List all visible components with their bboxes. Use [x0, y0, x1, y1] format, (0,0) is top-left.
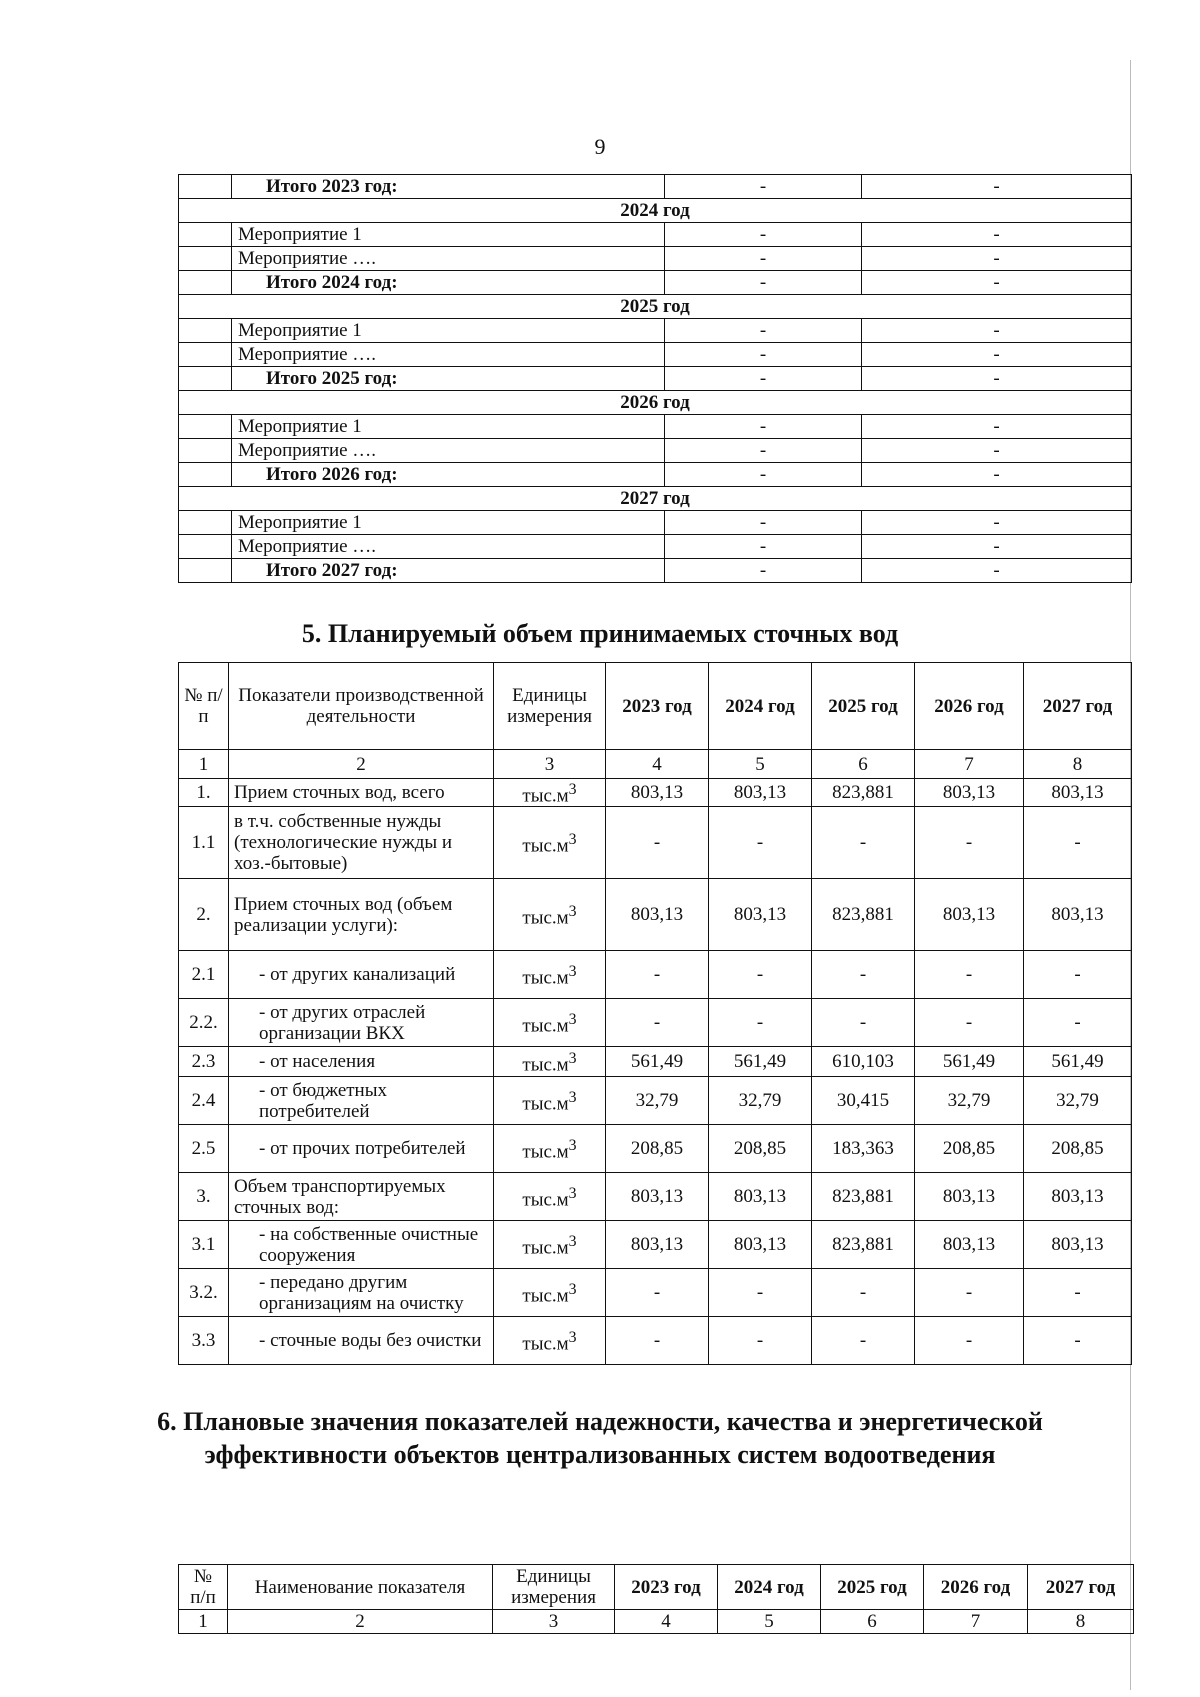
event-name: Мероприятие ….: [232, 439, 665, 463]
year-header-row: [179, 199, 1132, 223]
unit-cell: [494, 951, 606, 999]
event-value: -: [665, 535, 862, 559]
value-cell: 208,85: [709, 1125, 812, 1173]
event-num-cell: [179, 415, 232, 439]
value-cell: 208,85: [1024, 1125, 1132, 1173]
event-num-cell: [179, 511, 232, 535]
event-value: -: [665, 415, 862, 439]
event-row: [179, 223, 1132, 247]
unit-text: тыс.м: [522, 1141, 569, 1163]
unit-cell: [494, 1173, 606, 1221]
event-row: [179, 439, 1132, 463]
row-number: 3.1: [179, 1221, 229, 1269]
column-number: 7: [924, 1610, 1028, 1634]
value-cell: -: [709, 807, 812, 879]
table-row: [179, 1047, 1132, 1077]
event-num-cell: [179, 271, 232, 295]
unit-text: тыс.м: [522, 1189, 569, 1211]
event-name: Мероприятие ….: [232, 247, 665, 271]
value-cell: -: [1024, 1269, 1132, 1317]
column-header: 2026 год: [915, 663, 1024, 750]
table-row: [179, 951, 1132, 999]
value-cell: -: [606, 951, 709, 999]
event-num-cell: [179, 343, 232, 367]
event-value: -: [665, 247, 862, 271]
value-cell: 32,79: [915, 1077, 1024, 1125]
value-cell: 803,13: [915, 1221, 1024, 1269]
year-total-label: Итого 2026 год:: [232, 463, 665, 487]
column-number: 2: [229, 750, 494, 779]
unit-text: тыс.м: [522, 1093, 569, 1115]
value-cell: -: [915, 1317, 1024, 1365]
column-number: 1: [179, 1610, 228, 1634]
indicator-name: Прием сточных вод, всего: [229, 779, 494, 807]
value-cell: -: [812, 1317, 915, 1365]
value-cell: -: [812, 999, 915, 1047]
column-header: Единицы измерения: [494, 663, 606, 750]
event-row: [179, 535, 1132, 559]
column-number: 4: [615, 1610, 718, 1634]
column-header: 2025 год: [821, 1565, 924, 1610]
value-cell: -: [606, 807, 709, 879]
event-value: -: [862, 535, 1132, 559]
value-cell: 561,49: [1024, 1047, 1132, 1077]
event-value: -: [665, 511, 862, 535]
column-number: 2: [228, 1610, 493, 1634]
unit-cell: [494, 807, 606, 879]
value-cell: 183,363: [812, 1125, 915, 1173]
value-cell: 32,79: [606, 1077, 709, 1125]
event-name: Мероприятие ….: [232, 343, 665, 367]
column-number: 5: [718, 1610, 821, 1634]
year-header-row: [179, 391, 1132, 415]
unit-cell: [494, 999, 606, 1047]
value-cell: 803,13: [1024, 1173, 1132, 1221]
event-value: -: [862, 415, 1132, 439]
column-header: 2024 год: [709, 663, 812, 750]
indicator-name: - сточные воды без очистки: [229, 1317, 494, 1365]
year-total-label: Итого 2027 год:: [232, 559, 665, 583]
unit-text: тыс.м: [522, 1054, 569, 1076]
year-header-row: [179, 295, 1132, 319]
year-header: 2026 год: [179, 391, 1132, 415]
event-name: Мероприятие ….: [232, 535, 665, 559]
event-value: -: [665, 271, 862, 295]
row-number: 2.1: [179, 951, 229, 999]
year-total-row: [179, 463, 1132, 487]
value-cell: 803,13: [606, 879, 709, 951]
year-header: 2025 год: [179, 295, 1132, 319]
column-header: 2024 год: [718, 1565, 821, 1610]
table-row: [179, 807, 1132, 879]
event-name: Мероприятие 1: [232, 319, 665, 343]
value-cell: 30,415: [812, 1077, 915, 1125]
unit-exponent: 3: [568, 1329, 577, 1347]
indicator-name: Объем транспортируемых сточных вод:: [229, 1173, 494, 1221]
value-cell: 803,13: [709, 1221, 812, 1269]
value-cell: -: [915, 807, 1024, 879]
year-header: 2027 год: [179, 487, 1132, 511]
unit-cell: [494, 1077, 606, 1125]
column-header: 2023 год: [615, 1565, 718, 1610]
value-cell: 823,881: [812, 879, 915, 951]
indicator-name: в т.ч. собственные нужды (технологические нужды и хоз.-бытовые): [229, 807, 494, 879]
event-name: Мероприятие 1: [232, 511, 665, 535]
event-num-cell: [179, 535, 232, 559]
year-total-row: [179, 559, 1132, 583]
value-cell: -: [606, 1269, 709, 1317]
indicator-name: - передано другим организациям на очистку: [229, 1269, 494, 1317]
value-cell: -: [709, 1269, 812, 1317]
event-value: -: [862, 463, 1132, 487]
event-row: [179, 247, 1132, 271]
value-cell: -: [1024, 1317, 1132, 1365]
year-total-row: [179, 271, 1132, 295]
value-cell: -: [606, 999, 709, 1047]
event-value: -: [665, 223, 862, 247]
column-header: 2027 год: [1024, 663, 1132, 750]
value-cell: 823,881: [812, 1173, 915, 1221]
unit-text: тыс.м: [522, 907, 569, 929]
column-header: 2027 год: [1028, 1565, 1134, 1610]
unit-exponent: 3: [568, 1185, 577, 1203]
indicator-name: - от других отраслей организации ВКХ: [229, 999, 494, 1047]
unit-exponent: 3: [568, 1233, 577, 1251]
table-row: [179, 779, 1132, 807]
event-value: -: [862, 319, 1132, 343]
value-cell: 32,79: [709, 1077, 812, 1125]
column-number: 3: [493, 1610, 615, 1634]
event-value: -: [665, 343, 862, 367]
year-total-row: [179, 175, 1132, 199]
value-cell: 803,13: [915, 1173, 1024, 1221]
event-row: [179, 415, 1132, 439]
indicator-name: - от населения: [229, 1047, 494, 1077]
event-value: -: [665, 463, 862, 487]
event-value: -: [665, 175, 862, 199]
event-num-cell: [179, 463, 232, 487]
year-total-label: Итого 2025 год:: [232, 367, 665, 391]
column-header: № п/п: [179, 663, 229, 750]
value-cell: -: [915, 1269, 1024, 1317]
value-cell: 561,49: [915, 1047, 1024, 1077]
column-number: 7: [915, 750, 1024, 779]
year-total-row: [179, 367, 1132, 391]
unit-cell: [494, 879, 606, 951]
indicator-name: - от прочих потребителей: [229, 1125, 494, 1173]
unit-text: тыс.м: [522, 785, 569, 807]
row-number: 2.5: [179, 1125, 229, 1173]
table-row: [179, 1077, 1132, 1125]
event-num-cell: [179, 247, 232, 271]
unit-text: тыс.м: [522, 1237, 569, 1259]
event-value: -: [862, 439, 1132, 463]
year-total-label: Итого 2024 год:: [232, 271, 665, 295]
value-cell: -: [915, 951, 1024, 999]
year-header: 2024 год: [179, 199, 1132, 223]
page-number: 9: [594, 134, 606, 159]
event-value: -: [665, 367, 862, 391]
value-cell: 208,85: [606, 1125, 709, 1173]
value-cell: -: [812, 1269, 915, 1317]
value-cell: -: [1024, 951, 1132, 999]
unit-text: тыс.м: [522, 835, 569, 857]
event-row: [179, 343, 1132, 367]
column-header: № п/п: [179, 1565, 228, 1610]
value-cell: 803,13: [915, 779, 1024, 807]
column-number: 3: [494, 750, 606, 779]
value-cell: -: [1024, 807, 1132, 879]
unit-text: тыс.м: [522, 1333, 569, 1355]
value-cell: 803,13: [1024, 1221, 1132, 1269]
event-num-cell: [179, 223, 232, 247]
value-cell: -: [812, 807, 915, 879]
unit-cell: [494, 1125, 606, 1173]
unit-text: тыс.м: [522, 1285, 569, 1307]
column-header: 2025 год: [812, 663, 915, 750]
column-number: 8: [1028, 1610, 1134, 1634]
value-cell: -: [915, 999, 1024, 1047]
row-number: 3.2.: [179, 1269, 229, 1317]
column-number: 4: [606, 750, 709, 779]
column-header: Единицы измерения: [493, 1565, 615, 1610]
event-value: -: [862, 223, 1132, 247]
unit-cell: [494, 779, 606, 807]
column-header: 2023 год: [606, 663, 709, 750]
value-cell: 823,881: [812, 779, 915, 807]
event-value: -: [665, 319, 862, 343]
column-number: 1: [179, 750, 229, 779]
unit-exponent: 3: [568, 903, 577, 921]
table-row: [179, 1317, 1132, 1365]
event-name: Мероприятие 1: [232, 415, 665, 439]
unit-text: тыс.м: [522, 967, 569, 989]
value-cell: 803,13: [709, 779, 812, 807]
value-cell: 803,13: [709, 1173, 812, 1221]
value-cell: 803,13: [1024, 879, 1132, 951]
column-number: 6: [821, 1610, 924, 1634]
event-name: Мероприятие 1: [232, 223, 665, 247]
unit-exponent: 3: [568, 963, 577, 981]
row-number: 2.3: [179, 1047, 229, 1077]
value-cell: 803,13: [915, 879, 1024, 951]
event-value: -: [862, 175, 1132, 199]
event-value: -: [665, 559, 862, 583]
unit-text: тыс.м: [522, 1015, 569, 1037]
indicator-name: - на собственные очистные сооружения: [229, 1221, 494, 1269]
year-total-label: Итого 2023 год:: [232, 175, 665, 199]
row-number: 2.4: [179, 1077, 229, 1125]
row-number: 1.: [179, 779, 229, 807]
row-number: 2.: [179, 879, 229, 951]
column-header: 2026 год: [924, 1565, 1028, 1610]
year-header-row: [179, 487, 1132, 511]
section-6-title: [150, 1405, 1050, 1471]
value-cell: 803,13: [709, 879, 812, 951]
section-5-title: 5. Планируемый объем принимаемых сточных вод: [301, 619, 899, 648]
value-cell: -: [709, 999, 812, 1047]
row-number: 1.1: [179, 807, 229, 879]
event-value: -: [862, 559, 1132, 583]
unit-exponent: 3: [568, 831, 577, 849]
table-row: [179, 999, 1132, 1047]
event-value: -: [862, 511, 1132, 535]
row-number: 3.: [179, 1173, 229, 1221]
event-num-cell: [179, 439, 232, 463]
indicator-name: - от бюджетных потребителей: [229, 1077, 494, 1125]
value-cell: 803,13: [606, 1221, 709, 1269]
unit-cell: [494, 1221, 606, 1269]
unit-cell: [494, 1269, 606, 1317]
indicator-name: Прием сточных вод (объем реализации услуги):: [229, 879, 494, 951]
row-number: 2.2.: [179, 999, 229, 1047]
event-num-cell: [179, 175, 232, 199]
event-value: -: [862, 367, 1132, 391]
value-cell: -: [812, 951, 915, 999]
events-table: [178, 174, 1132, 583]
unit-exponent: 3: [568, 1281, 577, 1299]
value-cell: -: [709, 951, 812, 999]
unit-exponent: 3: [568, 781, 577, 798]
unit-cell: [494, 1317, 606, 1365]
value-cell: 803,13: [606, 1173, 709, 1221]
wastewater-volume-table: [178, 662, 1132, 1365]
value-cell: 561,49: [709, 1047, 812, 1077]
table-row: [179, 1173, 1132, 1221]
value-cell: 823,881: [812, 1221, 915, 1269]
value-cell: -: [1024, 999, 1132, 1047]
table-row: [179, 879, 1132, 951]
reliability-indicators-table: [178, 1564, 1134, 1634]
column-header: Показатели производственной деятельности: [229, 663, 494, 750]
value-cell: 561,49: [606, 1047, 709, 1077]
unit-exponent: 3: [568, 1050, 577, 1068]
indicator-name: - от других канализаций: [229, 951, 494, 999]
event-row: [179, 511, 1132, 535]
event-value: -: [862, 343, 1132, 367]
unit-cell: [494, 1047, 606, 1077]
column-number: 5: [709, 750, 812, 779]
value-cell: 803,13: [606, 779, 709, 807]
value-cell: -: [606, 1317, 709, 1365]
event-num-cell: [179, 367, 232, 391]
column-header: Наименование показателя: [228, 1565, 493, 1610]
event-value: -: [862, 271, 1132, 295]
table-row: [179, 1221, 1132, 1269]
event-row: [179, 319, 1132, 343]
column-number: 8: [1024, 750, 1132, 779]
unit-exponent: 3: [568, 1089, 577, 1107]
row-number: 3.3: [179, 1317, 229, 1365]
section-6-title-text: 6. Плановые значения показателей надежности, качества и энергетической эффективности объектов централизованных систем водоотведения: [157, 1407, 1043, 1469]
event-value: -: [862, 247, 1132, 271]
table-row: [179, 1269, 1132, 1317]
value-cell: 32,79: [1024, 1077, 1132, 1125]
value-cell: 803,13: [1024, 779, 1132, 807]
value-cell: 208,85: [915, 1125, 1024, 1173]
table-row: [179, 1125, 1132, 1173]
event-num-cell: [179, 319, 232, 343]
value-cell: 610,103: [812, 1047, 915, 1077]
event-num-cell: [179, 559, 232, 583]
event-value: -: [665, 439, 862, 463]
value-cell: -: [709, 1317, 812, 1365]
unit-exponent: 3: [568, 1137, 577, 1155]
column-number: 6: [812, 750, 915, 779]
unit-exponent: 3: [568, 1011, 577, 1029]
